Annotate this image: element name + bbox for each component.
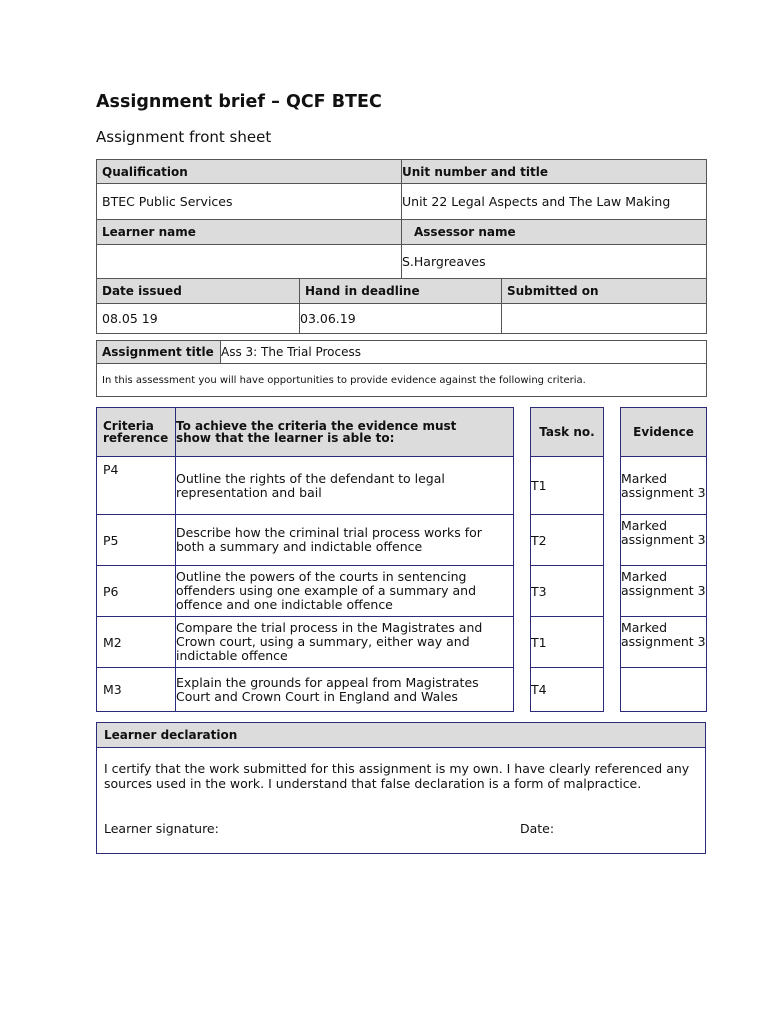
table-row bbox=[97, 617, 514, 668]
criteria-desc: Outline the powers of the courts in sentencing offenders using one example of a summary and offence and one indictable offence bbox=[176, 566, 514, 617]
unit-value: Unit 22 Legal Aspects and The Law Making bbox=[402, 184, 707, 220]
submitted-on-label: Submitted on bbox=[502, 279, 707, 304]
evidence-value: Marked assignment 3 bbox=[621, 566, 707, 617]
learner-declaration bbox=[96, 722, 706, 854]
criteria-desc: Describe how the criminal trial process works for both a summary and indictable offence bbox=[176, 515, 514, 566]
evidence-value bbox=[621, 668, 707, 712]
task-number: T1 bbox=[531, 457, 604, 515]
criteria-ref: M2 bbox=[97, 617, 176, 668]
submitted-on-value bbox=[502, 304, 707, 334]
table-row bbox=[97, 515, 514, 566]
date-issued-value: 08.05 19 bbox=[97, 304, 300, 334]
task-number: T2 bbox=[531, 515, 604, 566]
task-table bbox=[530, 407, 604, 712]
declaration-date-label: Date: bbox=[520, 821, 555, 836]
learner-name-label: Learner name bbox=[97, 220, 402, 245]
qualification-value: BTEC Public Services bbox=[97, 184, 402, 220]
evidence-value: Marked assignment 3 bbox=[621, 457, 707, 515]
assessor-name-label: Assessor name bbox=[402, 220, 707, 245]
unit-label: Unit number and title bbox=[402, 160, 707, 184]
evidence-value: Marked assignment 3 bbox=[621, 617, 707, 668]
criteria-desc-header: To achieve the criteria the evidence must show that the learner is able to: bbox=[176, 408, 514, 457]
task-header: Task no. bbox=[531, 408, 604, 457]
declaration-header: Learner declaration bbox=[97, 723, 705, 748]
criteria-table bbox=[96, 407, 514, 712]
assignment-title-label: Assignment title bbox=[97, 341, 221, 364]
criteria-desc: Compare the trial process in the Magistrates and Crown court, using a summary, either way and indictable offence bbox=[176, 617, 514, 668]
assignment-title-value: Ass 3: The Trial Process bbox=[221, 341, 707, 364]
deadline-value: 03.06.19 bbox=[300, 304, 502, 334]
document-subtitle: Assignment front sheet bbox=[96, 128, 272, 146]
learner-signature-label: Learner signature: bbox=[104, 821, 219, 836]
table-row bbox=[97, 668, 514, 712]
criteria-ref: P5 bbox=[97, 515, 176, 566]
qualification-label: Qualification bbox=[97, 160, 402, 184]
criteria-desc: Explain the grounds for appeal from Magistrates Court and Crown Court in England and Wales bbox=[176, 668, 514, 712]
date-issued-label: Date issued bbox=[97, 279, 300, 304]
assignment-intro: In this assessment you will have opportunities to provide evidence against the following criteria. bbox=[97, 364, 707, 397]
criteria-ref: M3 bbox=[97, 668, 176, 712]
assignment-title-table bbox=[96, 340, 707, 397]
criteria-ref: P4 bbox=[97, 457, 176, 515]
declaration-text: I certify that the work submitted for this assignment is my own. I have clearly referenced any sources used in the work. I understand that false declaration is a form of malpractice. bbox=[104, 761, 690, 791]
details-table bbox=[96, 159, 707, 334]
table-row bbox=[97, 566, 514, 617]
table-row bbox=[97, 457, 514, 515]
learner-name-value bbox=[97, 245, 402, 279]
task-number: T3 bbox=[531, 566, 604, 617]
criteria-ref: P6 bbox=[97, 566, 176, 617]
criteria-ref-header: Criteria reference bbox=[97, 408, 176, 457]
task-number: T1 bbox=[531, 617, 604, 668]
document-title: Assignment brief – QCF BTEC bbox=[96, 92, 382, 112]
assessor-name-value: S.Hargreaves bbox=[402, 245, 707, 279]
evidence-table bbox=[620, 407, 707, 712]
task-number: T4 bbox=[531, 668, 604, 712]
criteria-desc: Outline the rights of the defendant to legal representation and bail bbox=[176, 457, 514, 515]
evidence-header: Evidence bbox=[621, 408, 707, 457]
deadline-label: Hand in deadline bbox=[300, 279, 502, 304]
evidence-value: Marked assignment 3 bbox=[621, 515, 707, 566]
